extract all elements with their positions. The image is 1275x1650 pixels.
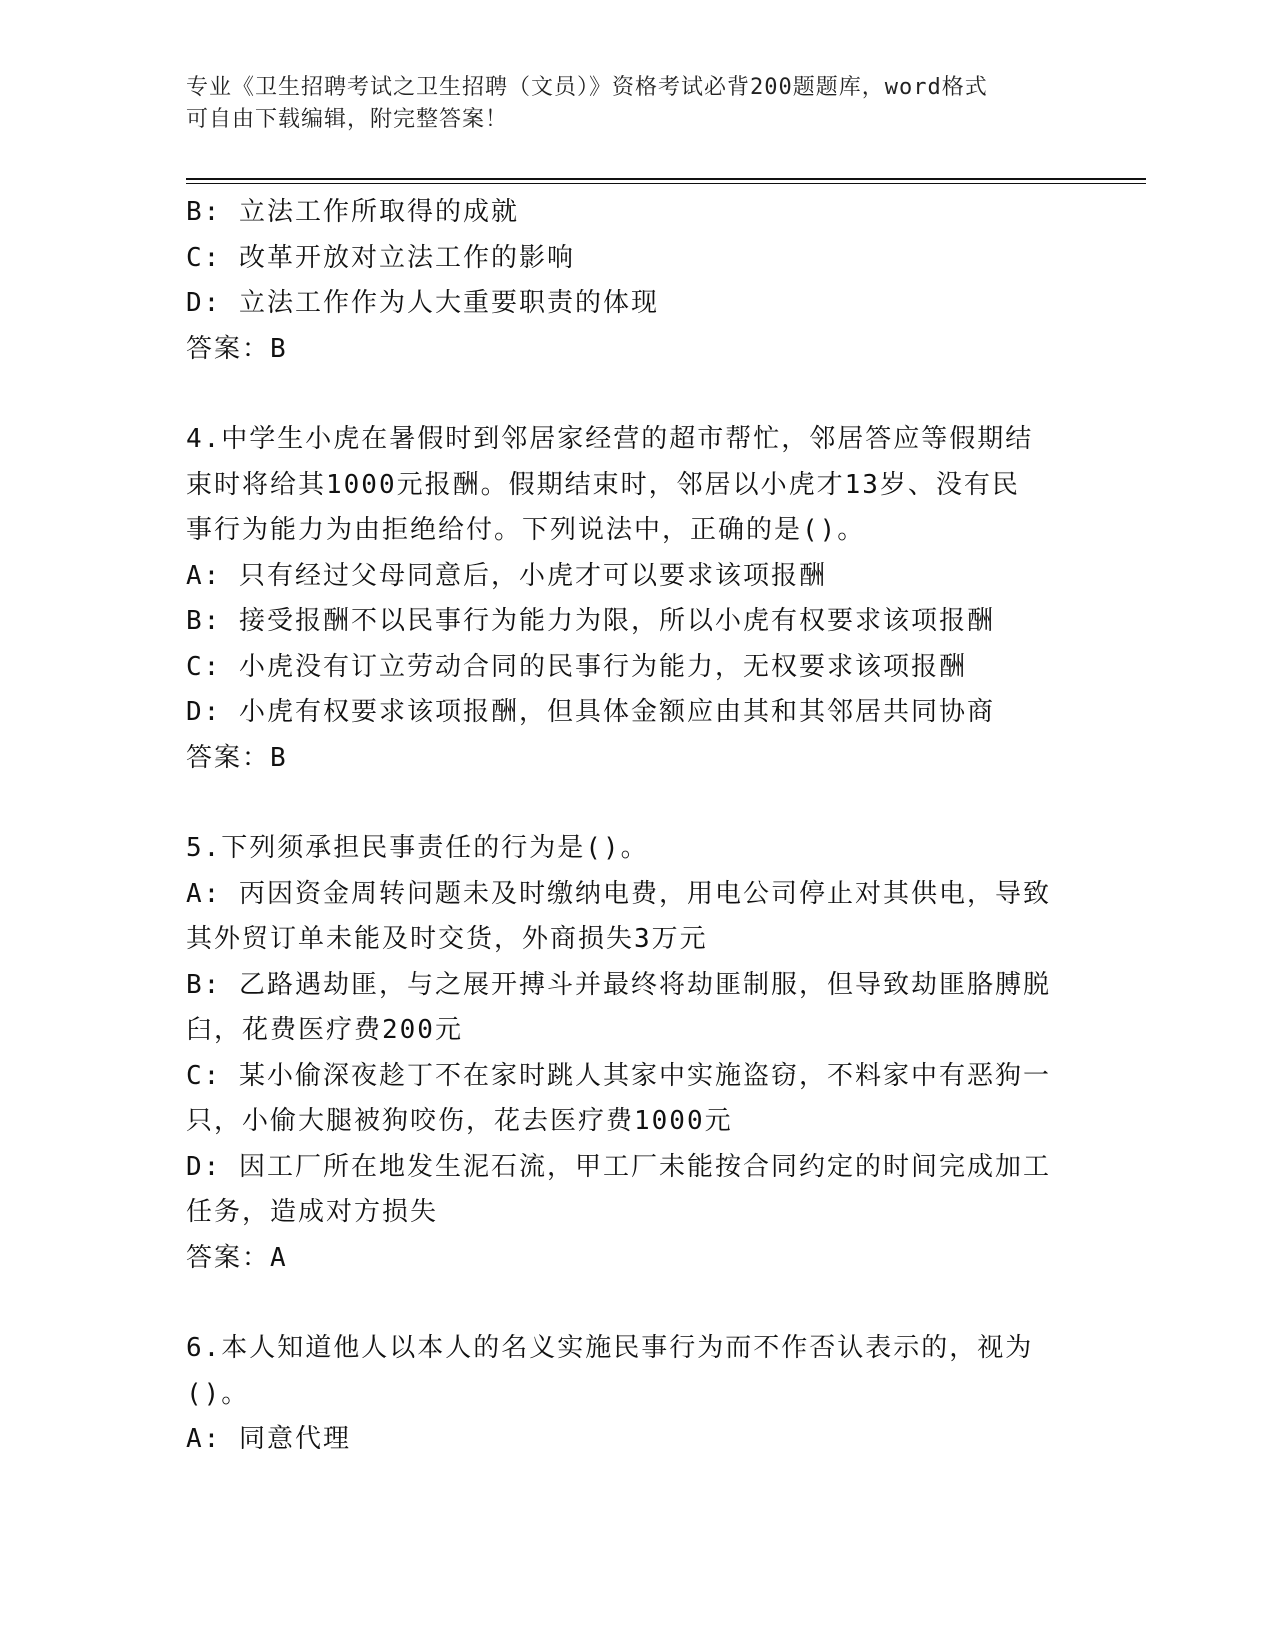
q5-option-a-line-2: 其外贸订单未能及时交货，外商损失3万元: [186, 924, 708, 954]
q6-option-a: A: 同意代理: [186, 1424, 351, 1454]
header-title-line-1: 专业《卫生招聘考试之卫生招聘（文员）》资格考试必背200题题库，word格式: [186, 75, 988, 100]
header-divider-thick: [186, 178, 1146, 180]
q4-option-c: C: 小虎没有订立劳动合同的民事行为能力，无权要求该项报酬: [186, 651, 967, 682]
q5-option-a-line-1: A: 丙因资金周转问题未及时缴纳电费，用电公司停止对其供电，导致: [186, 878, 1051, 909]
question-6: [186, 1326, 1086, 1463]
q4-answer: 答案：B: [186, 742, 288, 773]
q4-option-d: D: 小虎有权要求该项报酬，但具体金额应由其和其邻居共同协商: [186, 697, 995, 727]
q5-stem: 5.下列须承担民事责任的行为是()。: [186, 833, 649, 863]
question-3-tail: [186, 190, 1086, 372]
question-4: [186, 417, 1086, 781]
q5-option-d-line-1: D: 因工厂所在地发生泥石流，甲工厂未能按合同约定的时间完成加工: [186, 1151, 1051, 1182]
header-divider-thin: [186, 183, 1146, 184]
q4-option-a: A: 只有经过父母同意后，小虎才可以要求该项报酬: [186, 560, 827, 591]
question-5: [186, 826, 1086, 1281]
q3-option-d: D: 立法工作作为人大重要职责的体现: [186, 288, 659, 318]
spacer: [186, 372, 1086, 417]
spacer: [186, 781, 1086, 826]
document-header: [186, 72, 1066, 136]
q5-option-c-line-1: C: 某小偷深夜趁丁不在家时跳人其家中实施盗窃，不料家中有恶狗一: [186, 1060, 1051, 1091]
q5-option-b-line-2: 臼，花费医疗费200元: [186, 1015, 463, 1045]
q5-option-b-line-1: B: 乙路遇劫匪，与之展开搏斗并最终将劫匪制服，但导致劫匪胳膊脱: [186, 969, 1051, 1000]
q4-stem-line-1: 4.中学生小虎在暑假时到邻居家经营的超市帮忙，邻居答应等假期结: [186, 424, 1034, 454]
q6-stem-line-2: ()。: [186, 1378, 250, 1409]
spacer: [186, 1281, 1086, 1326]
question-content: [186, 190, 1086, 1463]
q4-stem-line-2: 束时将给其1000元报酬。假期结束时，邻居以小虎才13岁、没有民: [186, 469, 1020, 500]
q3-option-b: B: 立法工作所取得的成就: [186, 197, 519, 227]
q6-stem-line-1: 6.本人知道他人以本人的名义实施民事行为而不作否认表示的，视为: [186, 1333, 1034, 1363]
q5-option-d-line-2: 任务，造成对方损失: [186, 1197, 439, 1227]
q3-answer: 答案：B: [186, 333, 288, 364]
q5-option-c-line-2: 只，小偷大腿被狗咬伤，花去医疗费1000元: [186, 1106, 733, 1136]
header-title-line-2: 可自由下载编辑，附完整答案！: [186, 107, 509, 132]
q4-stem-line-3: 事行为能力为由拒绝给付。下列说法中，正确的是()。: [186, 515, 866, 545]
q3-option-c: C: 改革开放对立法工作的影响: [186, 242, 575, 273]
q5-answer: 答案：A: [186, 1242, 288, 1273]
q4-option-b: B: 接受报酬不以民事行为能力为限，所以小虎有权要求该项报酬: [186, 606, 995, 636]
